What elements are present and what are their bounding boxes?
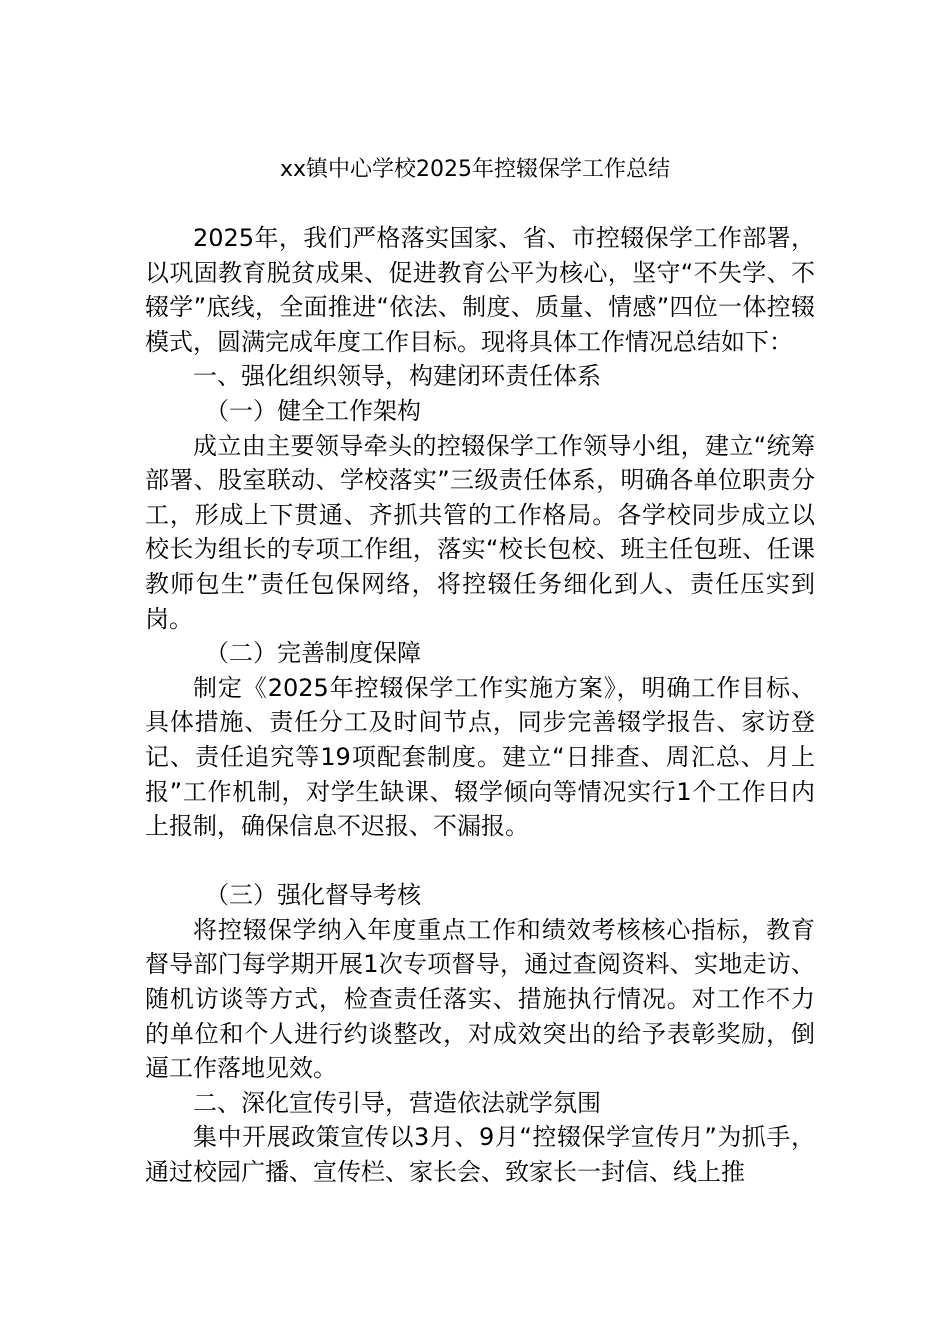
- subsection-heading-1-3: （三）强化督导考核: [205, 881, 421, 910]
- subsection-heading-1-1: （一）健全工作架构: [205, 396, 421, 425]
- body-paragraph: 集中开展政策宣传以3月、9月“控辍保学宣传月”为抓手，通过校园广播、宣传栏、家长会、致家长一封信、线上推: [145, 1123, 815, 1187]
- body-paragraph: 成立由主要领导牵头的控辍保学工作领导小组，建立“统筹部署、股室联动、学校落实”三级责任体系，明确各单位职责分工，形成上下贯通、齐抓共管的工作格局。各学校同步成立以校长为组长的专项工作组，落实“校长包校、班主任包班、任课教师包生”责任包保网络，将控辍任务细化到人、责任压实到岗。: [145, 431, 815, 633]
- document-body: [145, 221, 815, 1190]
- subsection-heading-1-2: （二）完善制度保障: [205, 639, 421, 668]
- body-paragraph: 制定《2025年控辍保学工作实施方案》，明确工作目标、具体措施、责任分工及时间节点，同步完善辍学报告、家访登记、责任追究等19项配套制度。建立“日排查、周汇总、月上报”工作机制，对学生缺课、辍学倾向等情况实行1个工作日内上报制，确保信息不迟报、不漏报。: [145, 673, 815, 841]
- section-heading-2: 二、深化宣传引导，营造依法就学氛围: [193, 1088, 601, 1117]
- body-paragraph: 将控辍保学纳入年度重点工作和绩效考核核心指标，教育督导部门每学期开展1次专项督导，通过查阅资料、实地走访、随机访谈等方式，检查责任落实、措施执行情况。对工作不力的单位和个人进行约谈整改，对成效突出的给予表彰奖励，倒逼工作落地见效。: [145, 915, 815, 1083]
- section-heading-1: 一、强化组织领导，构建闭环责任体系: [193, 362, 601, 391]
- document-title: xx镇中心学校2025年控辍保学工作总结: [279, 157, 671, 182]
- intro-paragraph: 2025年，我们严格落实国家、省、市控辍保学工作部署，以巩固教育脱贫成果、促进教育公平为核心，坚守“不失学、不辍学”底线，全面推进“依法、制度、质量、情感”四位一体控辍模式，圆满完成年度工作目标。现将具体工作情况总结如下：: [145, 224, 815, 356]
